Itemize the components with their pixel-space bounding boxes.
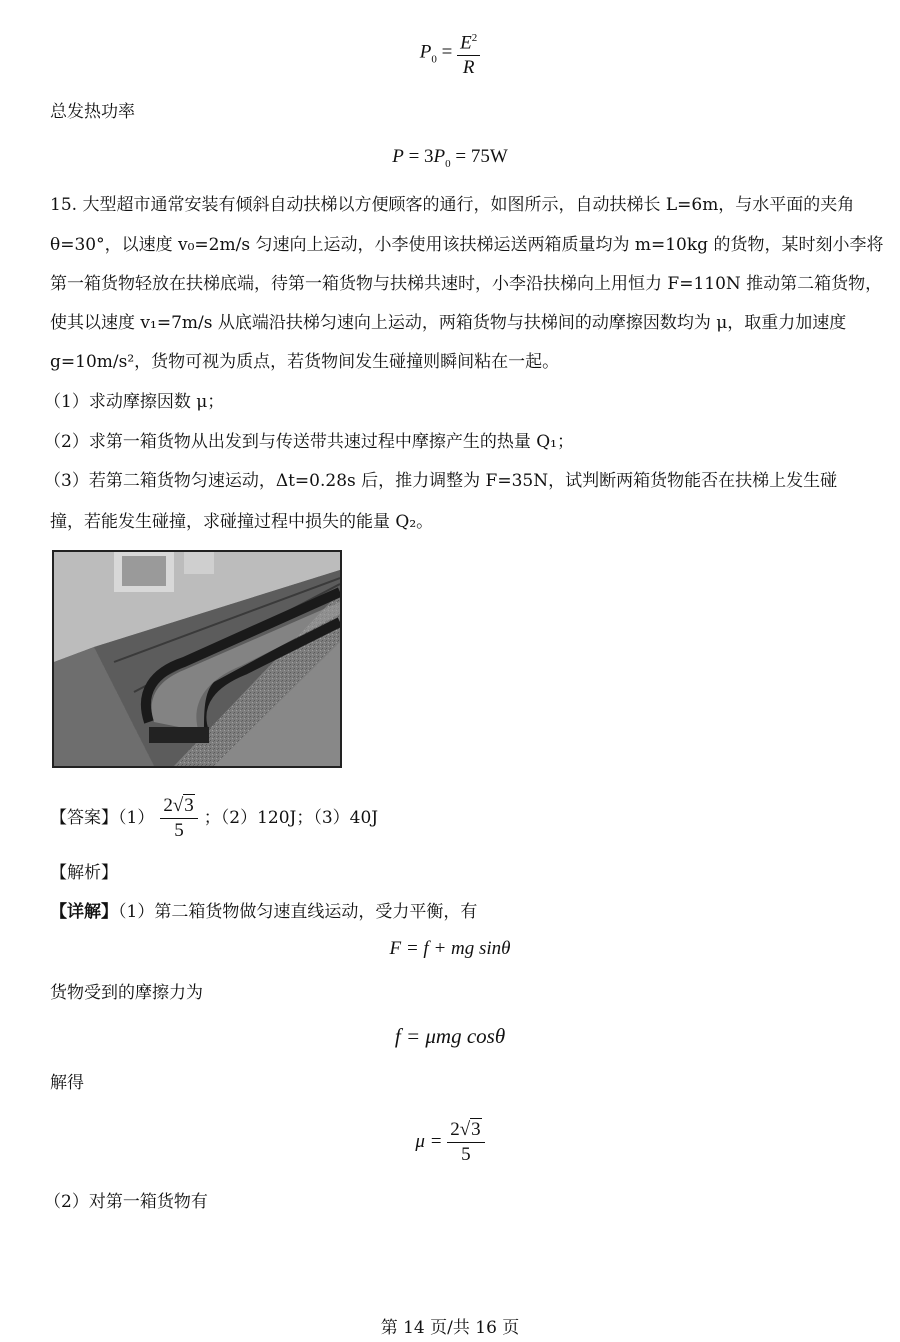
detail-text-3: 解得 — [50, 1073, 84, 1093]
equation-p0: $P_0$ = $\frac{E^2}{R}$ — [0, 26, 900, 80]
q15-sub-1: （1）求动摩擦因数 μ； — [44, 392, 225, 412]
eq-p0-fraction — [457, 26, 480, 80]
eq3-num-rad: 3 — [471, 1119, 481, 1140]
eq-p0-num-var: E — [460, 32, 472, 54]
eq-p0-den-var: R — [462, 57, 475, 79]
eq3-num-coef: 2 — [450, 1119, 460, 1140]
eq3-fraction — [447, 1118, 484, 1167]
eq-total-var2: P — [433, 146, 446, 167]
answer-fraction — [160, 794, 197, 843]
detail-line-1 — [50, 902, 477, 922]
answer-num-coef: 2 — [163, 794, 173, 816]
answer-row — [50, 790, 378, 846]
label-total-heat-power: 总发热功率 — [50, 102, 135, 122]
detail-equation-3 — [0, 1118, 900, 1167]
q15-line-4: 使其以速度 v₁=7m/s 从底端沿扶梯匀速向上运动，两箱货物与扶梯间的动摩擦因数均为 μ，取重力加速度 — [50, 313, 847, 333]
detail-text-2: 货物受到的摩擦力为 — [50, 983, 203, 1003]
eq-total-sub: 0 — [445, 157, 451, 170]
eq-p0-lhs-var: P — [419, 41, 432, 63]
eq-total-value: 75W — [470, 146, 508, 167]
q15-line-5: g=10m/s²，货物可视为质点，若货物间发生碰撞则瞬间粘在一起。 — [50, 352, 560, 372]
detail-label: 【详解】 — [50, 902, 118, 922]
eq-total-var: P — [392, 146, 404, 167]
q15-line-2: θ=30°，以速度 v₀=2m/s 匀速向上运动，小李使用该扶梯运送两箱质量均为 m=10kg 的货物，某时刻小李将 — [50, 235, 884, 255]
escalator-photo — [52, 550, 342, 768]
page-footer: 第 14 页/共 16 页 — [380, 1318, 520, 1338]
eq-p0-lhs-sub: 0 — [431, 53, 437, 66]
answer-num-rad: 3 — [184, 794, 194, 816]
detail-equation-2: f = μmg cosθ — [394, 1024, 506, 1048]
detail-equation-1: F = f + mg sinθ — [389, 938, 511, 959]
detail-text-1: （1）第二箱货物做匀速直线运动，受力平衡，有 — [118, 902, 478, 922]
eq3-lhs: μ = — [415, 1130, 443, 1152]
answer-label: 【答案】（1） — [50, 808, 155, 828]
q15-sub-3a: （3）若第二箱货物匀速运动，Δt=0.28s 后，推力调整为 F=35N，试判断两箱货物能否在扶梯上发生碰 — [44, 471, 838, 491]
answer-rest: ；（2）120J；（3）40J — [203, 808, 379, 828]
q15-line-3: 第一箱货物轻放在扶梯底端，待第一箱货物与扶梯共速时，小李沿扶梯向上用恒力 F=110N 推动第二箱货物， — [50, 274, 883, 294]
detail-line-4: （2）对第一箱货物有 — [44, 1192, 208, 1212]
eq3-den: 5 — [461, 1144, 471, 1165]
equation-total-power: $P = 3P_0 = 75W$ — [392, 146, 508, 170]
eq-p0-num-sup: 2 — [471, 32, 478, 44]
analysis-label: 【解析】 — [50, 863, 118, 883]
q15-sub-3b: 撞，若能发生碰撞，求碰撞过程中损失的能量 Q₂。 — [50, 512, 434, 532]
answer-den: 5 — [174, 819, 184, 841]
sqrt-symbol: √3 — [459, 1119, 481, 1140]
sqrt-symbol: √3 — [172, 794, 194, 816]
q15-sub-2: （2）求第一箱货物从出发到与传送带共速过程中摩擦产生的热量 Q₁； — [44, 432, 574, 452]
q15-line-1: 15. 大型超市通常安装有倾斜自动扶梯以方便顾客的通行，如图所示，自动扶梯长 L=6m，与水平面的夹角 — [50, 195, 855, 215]
eq-total-coef: 3 — [424, 146, 434, 167]
escalator-illustration — [54, 552, 340, 766]
